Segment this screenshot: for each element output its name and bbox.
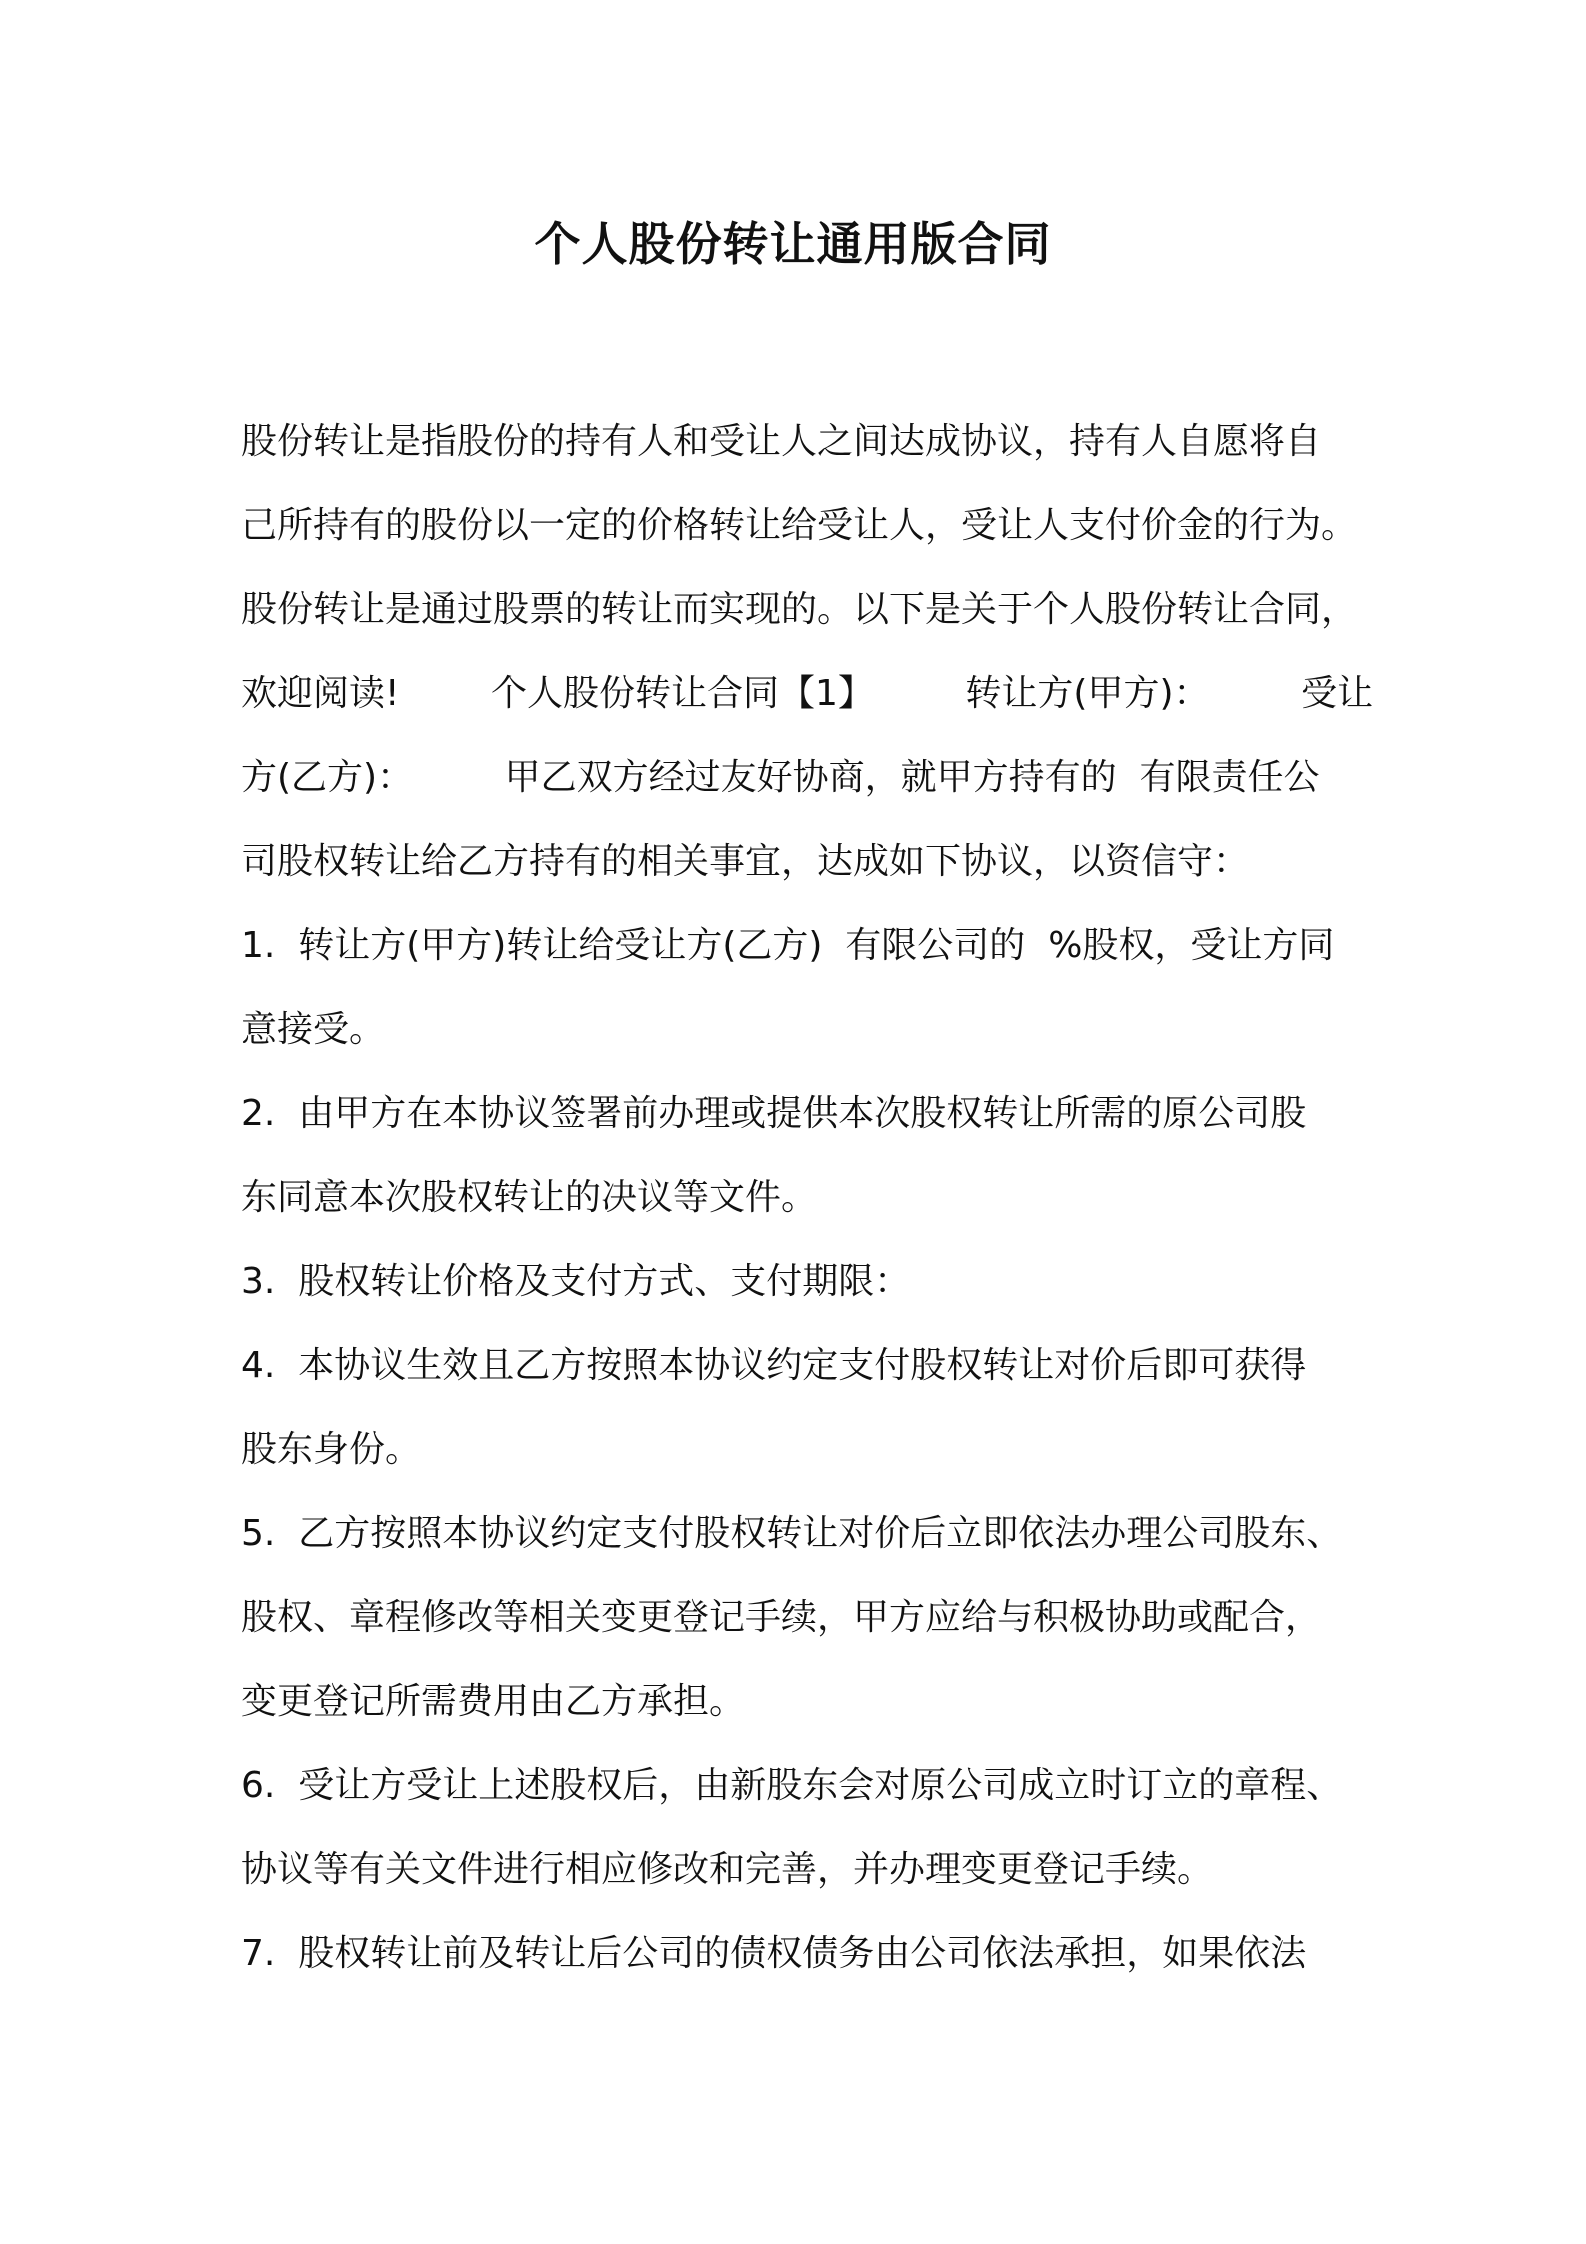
- clause-4: 4. 本协议生效且乙方按照本协议约定支付股权转让对价后即可获得: [241, 1345, 1307, 1386]
- document-body: [241, 400, 1374, 1996]
- body-line: 协议等有关文件进行相应修改和完善，并办理变更登记手续。: [241, 1849, 1214, 1890]
- body-line: 欢迎阅读! 个人股份转让合同【1】 转让方(甲方)： 受让: [241, 673, 1374, 714]
- clause-5: 5. 乙方按照本协议约定支付股权转让对价后立即依法办理公司股东、: [241, 1513, 1343, 1554]
- clause-7: 7. 股权转让前及转让后公司的债权债务由公司依法承担，如果依法: [241, 1933, 1307, 1974]
- body-line: 方(乙方)： 甲乙双方经过友好协商，就甲方持有的 有限责任公: [241, 757, 1320, 798]
- body-line: 司股权转让给乙方持有的相关事宜，达成如下协议，以资信守：: [241, 841, 1250, 882]
- body-line: 股权、章程修改等相关变更登记手续，甲方应给与积极协助或配合，: [241, 1597, 1322, 1638]
- body-line: 股份转让是通过股票的转让而实现的。以下是关于个人股份转让合同，: [241, 589, 1358, 630]
- clause-6: 6. 受让方受让上述股权后，由新股东会对原公司成立时订立的章程、: [241, 1765, 1343, 1806]
- clause-2: 2. 由甲方在本协议签署前办理或提供本次股权转让所需的原公司股: [241, 1093, 1307, 1134]
- document-title: 个人股份转让通用版合同: [534, 217, 1052, 271]
- body-line: 股份转让是指股份的持有人和受让人之间达成协议，持有人自愿将自: [241, 421, 1322, 462]
- body-line: 意接受。: [241, 1009, 386, 1050]
- body-line: 东同意本次股权转让的决议等文件。: [241, 1177, 818, 1218]
- clause-3: 3. 股权转让价格及支付方式、支付期限：: [241, 1261, 911, 1302]
- body-line: 己所持有的股份以一定的价格转让给受让人，受让人支付价金的行为。: [241, 505, 1358, 546]
- body-line: 变更登记所需费用由乙方承担。: [241, 1681, 746, 1722]
- clause-1: 1. 转让方(甲方)转让给受让方(乙方) 有限公司的 %股权，受让方同: [241, 925, 1335, 966]
- body-line: 股东身份。: [241, 1429, 422, 1470]
